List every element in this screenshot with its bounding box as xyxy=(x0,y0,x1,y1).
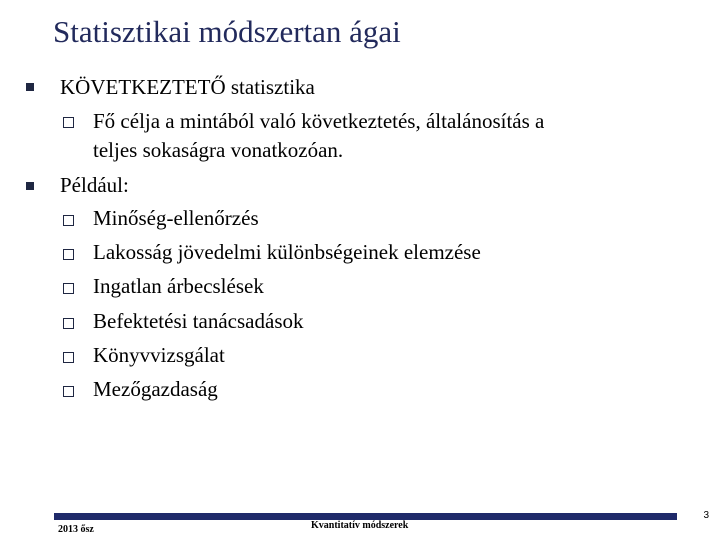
sub-bullet-text: Fő célja a mintából való következtetés, általánosítás a xyxy=(93,109,545,133)
footer-bar xyxy=(54,513,677,520)
checkbox-bullet-icon xyxy=(63,117,74,128)
checkbox-bullet-icon xyxy=(63,386,74,397)
sub-bullet-text: Mezőgazdaság xyxy=(93,377,218,401)
checkbox-bullet-icon xyxy=(63,283,74,294)
sub-bullet-continuation: teljes sokaságra vonatkozóan. xyxy=(93,138,344,162)
checkbox-bullet-icon xyxy=(63,249,74,260)
main-bullet-text: Például: xyxy=(60,173,129,197)
slide-title: Statisztikai módszertan ágai xyxy=(53,14,401,49)
page-number: 3 xyxy=(703,510,709,521)
footer-course-title: Kvantitatív módszerek xyxy=(311,520,409,531)
sub-bullet-text: Befektetési tanácsadások xyxy=(93,309,304,333)
sub-bullet-text: Minőség-ellenőrzés xyxy=(93,206,259,230)
checkbox-bullet-icon xyxy=(63,215,74,226)
checkbox-bullet-icon xyxy=(63,318,74,329)
bullet-square-icon xyxy=(26,182,34,190)
sub-bullet-text: Könyvvizsgálat xyxy=(93,343,225,367)
main-bullet-text: KÖVETKEZTETŐ statisztika xyxy=(60,75,315,99)
bullet-square-icon xyxy=(26,83,34,91)
sub-bullet-text: Lakosság jövedelmi különbségeinek elemzése xyxy=(93,240,481,264)
checkbox-bullet-icon xyxy=(63,352,74,363)
footer-date: 2013 ősz xyxy=(58,524,94,535)
sub-bullet-text: Ingatlan árbecslések xyxy=(93,274,264,298)
